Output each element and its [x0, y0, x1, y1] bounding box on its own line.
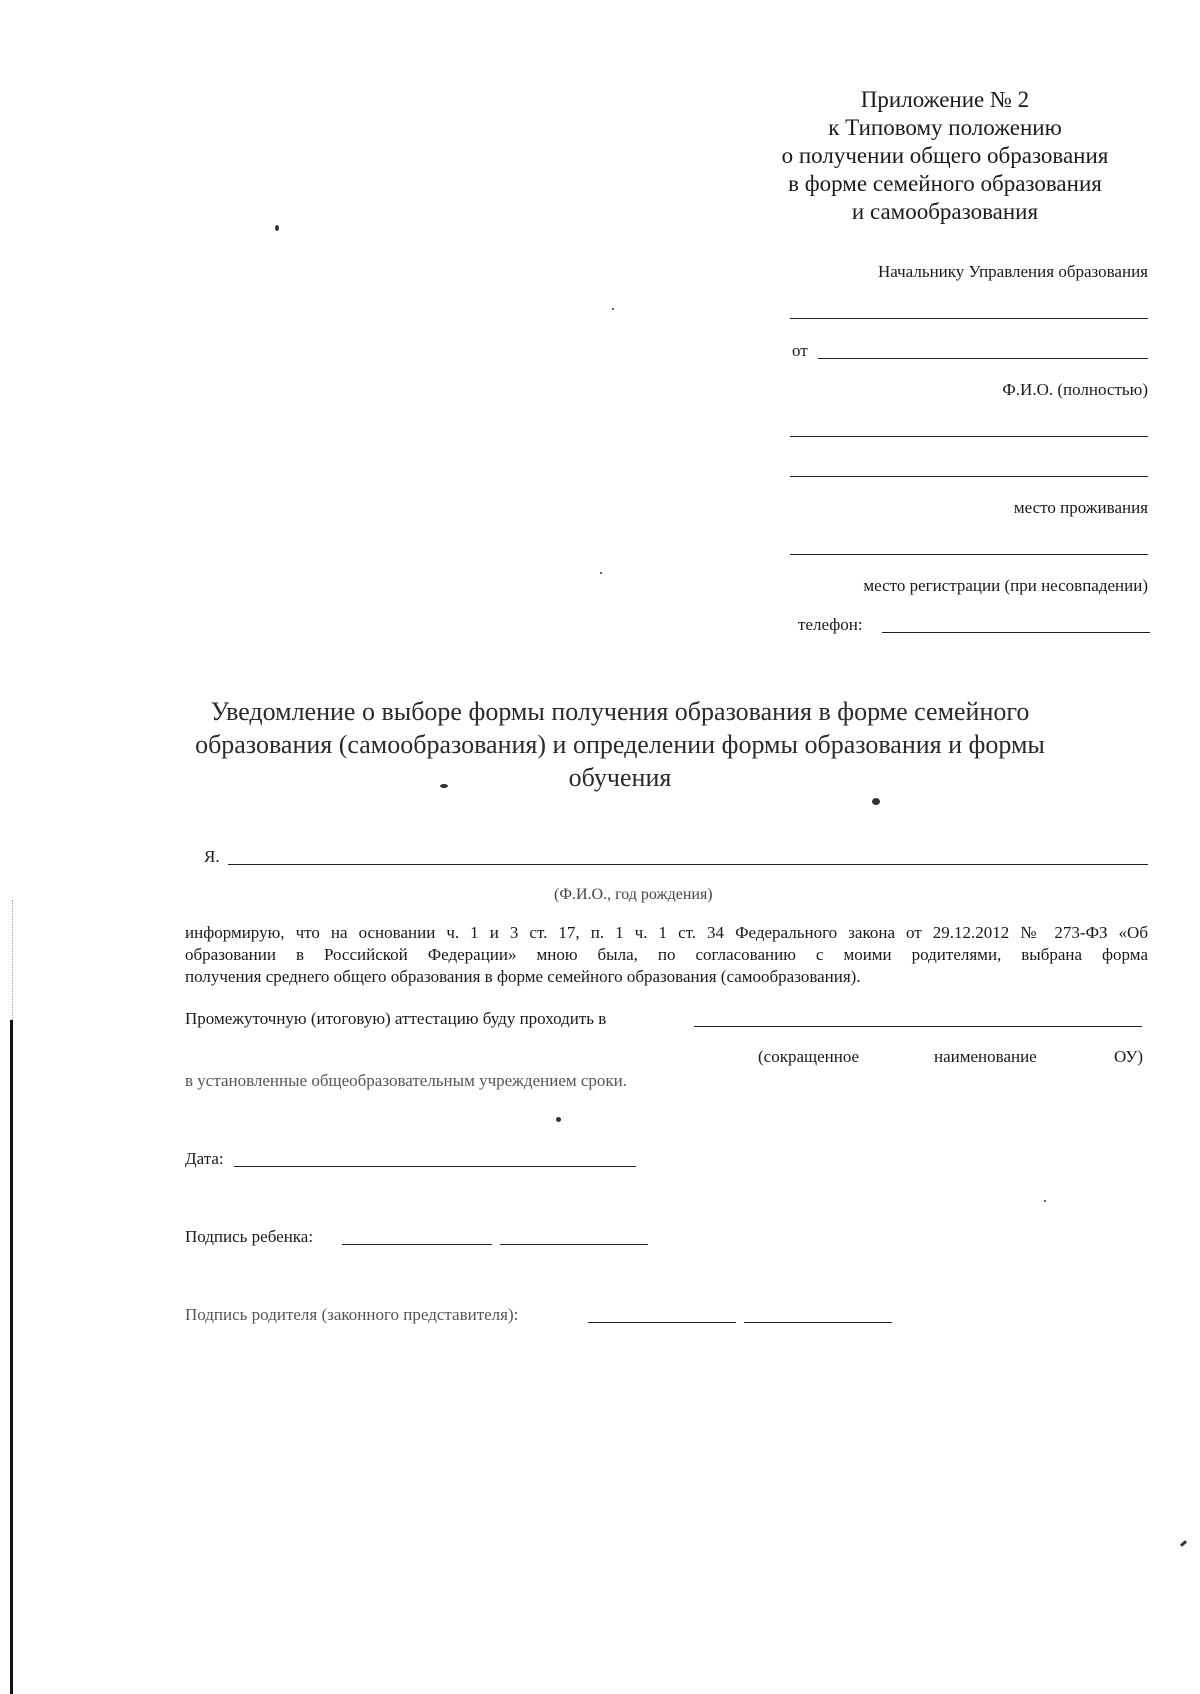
scan-edge-bar — [10, 1020, 13, 1694]
paragraph-line: получения среднего общего образования в форме семейного образования (самообразования). — [185, 967, 861, 986]
date-label: Дата: — [185, 1149, 224, 1168]
paragraph-line: образовании в Российской Федерации» мною была, по согласованию с моими родителями, выбрана форма — [185, 945, 1148, 964]
scan-edge-dots — [12, 900, 14, 1020]
phone-label: телефон: — [798, 615, 863, 634]
parent-name-field[interactable] — [744, 1322, 892, 1323]
short-name-hint-1: (сокращенное — [758, 1047, 860, 1066]
scan-speck — [600, 572, 602, 574]
residence-label: место проживания — [1013, 498, 1148, 517]
scan-speck — [1180, 1540, 1187, 1547]
attestation-label: Промежуточную (итоговую) аттестацию буду проходить в — [185, 1009, 607, 1028]
appendix-header — [740, 86, 1150, 226]
addressee-label: Начальнику Управления образования — [877, 262, 1148, 281]
scan-speck — [872, 798, 880, 805]
scan-speck — [275, 225, 279, 231]
school-field[interactable] — [694, 1026, 1142, 1027]
child-signature-label: Подпись ребенка: — [185, 1227, 314, 1246]
deadline-text: в установленные общеобразовательным учреждением сроки. — [185, 1071, 628, 1090]
scan-speck — [440, 784, 448, 788]
fio-label: Ф.И.О. (полностью) — [1002, 380, 1148, 399]
short-name-hint-2: наименование — [934, 1047, 1037, 1066]
title-line: обучения — [568, 763, 672, 792]
scan-speck — [612, 308, 614, 310]
parent-signature-label: Подпись родителя (законного представителя): — [185, 1305, 519, 1324]
date-field[interactable] — [234, 1166, 636, 1167]
title-line: Уведомление о выборе формы получения образования в форме семейного — [210, 697, 1030, 726]
from-label: от — [792, 341, 808, 360]
appendix-line: к Типовому положению — [828, 115, 1062, 140]
appendix-number: Приложение № 2 — [860, 87, 1030, 112]
i-label: Я. — [204, 847, 220, 866]
residence-field-line1[interactable] — [790, 436, 1148, 437]
scan-speck — [1044, 1200, 1046, 1202]
fio-birth-label: (Ф.И.О., год рождения) — [554, 886, 713, 903]
from-field[interactable] — [818, 358, 1148, 359]
parent-signature-field[interactable] — [588, 1322, 736, 1323]
short-name-hint-3: ОУ) — [1114, 1047, 1144, 1066]
paragraph-line: информирую, что на основании ч. 1 и 3 ст. 17, п. 1 ч. 1 ст. 34 Федерального закона от 29.12.2012 № 273-ФЗ «Об — [185, 923, 1148, 942]
appendix-line: и самообразования — [851, 199, 1039, 224]
appendix-line: в форме семейного образования — [788, 171, 1102, 196]
appendix-line: о получении общего образования — [781, 143, 1109, 168]
applicant-name-field[interactable] — [228, 864, 1148, 865]
registration-field[interactable] — [790, 554, 1148, 555]
child-signature-field[interactable] — [342, 1244, 492, 1245]
residence-field-line2[interactable] — [790, 476, 1148, 477]
scan-speck — [556, 1117, 561, 1122]
document-title — [150, 695, 1090, 794]
registration-label: место регистрации (при несовпадении) — [863, 576, 1148, 595]
title-line: образования (самообразования) и определении формы образования и формы — [195, 730, 1045, 759]
phone-field[interactable] — [882, 632, 1150, 633]
child-name-field[interactable] — [500, 1244, 648, 1245]
addressee-field[interactable] — [790, 318, 1148, 319]
